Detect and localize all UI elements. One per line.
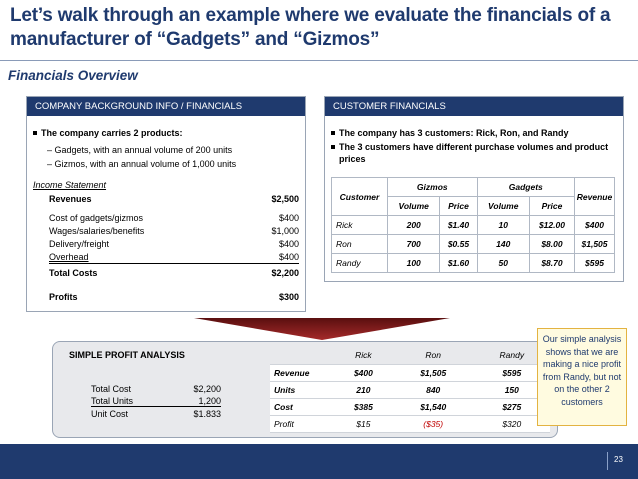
unit-cost-row: Unit Cost $1.833 — [91, 409, 221, 419]
callout-note: Our simple analysis shows that we are making a nice profit from Randy, but not on the other 2 customers — [537, 328, 627, 426]
table-row: Rick 200 $1.40 10 $12.00 $400 — [332, 216, 615, 235]
col-gizmos-price: Price — [440, 197, 477, 216]
table-row: Randy 100 $1.60 50 $8.70 $595 — [332, 254, 615, 273]
footer-divider — [607, 452, 608, 470]
total-units-row: Total Units 1,200 — [91, 396, 221, 406]
income-row-cost: Cost of gadgets/gizmos $400 — [49, 213, 299, 223]
title-divider — [0, 60, 638, 61]
table-row: Revenue $400 $1,505 $595 — [270, 364, 550, 381]
customer-bullet-volumes: The 3 customers have different purchase volumes and product prices — [331, 141, 619, 165]
income-row-total-costs: Total Costs $2,200 — [49, 268, 299, 278]
table-row: Cost $385 $1,540 $275 — [270, 398, 550, 415]
col-customer: Customer — [332, 178, 388, 216]
table-row: Ron 700 $0.55 140 $8.00 $1,505 — [332, 235, 615, 254]
profit-analysis-title: SIMPLE PROFIT ANALYSIS — [69, 350, 185, 360]
col-gizmos-volume: Volume — [388, 197, 440, 216]
section-title: Financials Overview — [8, 68, 138, 83]
col-gadgets-volume: Volume — [477, 197, 529, 216]
page-number: 23 — [614, 455, 623, 464]
down-arrow-icon — [194, 318, 450, 340]
col-ron: Ron — [393, 347, 474, 364]
footer-bar — [0, 444, 638, 479]
income-row-profits: Profits $300 — [49, 292, 299, 302]
customer-table — [331, 177, 615, 273]
table-row: Units 210 840 150 — [270, 381, 550, 398]
company-sub-gadgets: – Gadgets, with an annual volume of 200 units — [47, 145, 233, 155]
income-statement-label: Income Statement — [33, 180, 107, 190]
company-sub-gizmos: – Gizmos, with an annual volume of 1,000 units — [47, 159, 237, 169]
profit-table — [270, 347, 550, 433]
negative-profit-value: ($35) — [393, 415, 474, 432]
col-revenue: Revenue — [575, 178, 615, 216]
company-panel-header: COMPANY BACKGROUND INFO / FINANCIALS — [27, 97, 305, 116]
col-randy: Randy — [474, 347, 550, 364]
company-panel — [26, 96, 306, 312]
income-row-delivery: Delivery/freight $400 — [49, 239, 299, 249]
slide-title: Let’s walk through an example where we evaluate the financials of a manufacturer of “Gadgets” and “Gizmos” — [10, 5, 611, 50]
total-cost-row: Total Cost $2,200 — [91, 384, 221, 394]
col-gadgets-price: Price — [529, 197, 574, 216]
income-row-overhead: Overhead $400 — [49, 252, 299, 262]
customer-panel — [324, 96, 624, 282]
income-row-wages: Wages/salaries/benefits $1,000 — [49, 226, 299, 236]
income-row-revenues: Revenues $2,500 — [49, 194, 299, 204]
table-row: Profit $15 ($35) $320 — [270, 415, 550, 432]
col-rick: Rick — [334, 347, 393, 364]
company-bullet: The company carries 2 products: — [33, 127, 301, 139]
customer-panel-header: CUSTOMER FINANCIALS — [325, 97, 623, 116]
col-gizmos: Gizmos — [388, 178, 478, 197]
customer-bullet-count: The company has 3 customers: Rick, Ron, and Randy — [331, 127, 619, 139]
col-gadgets: Gadgets — [477, 178, 574, 197]
